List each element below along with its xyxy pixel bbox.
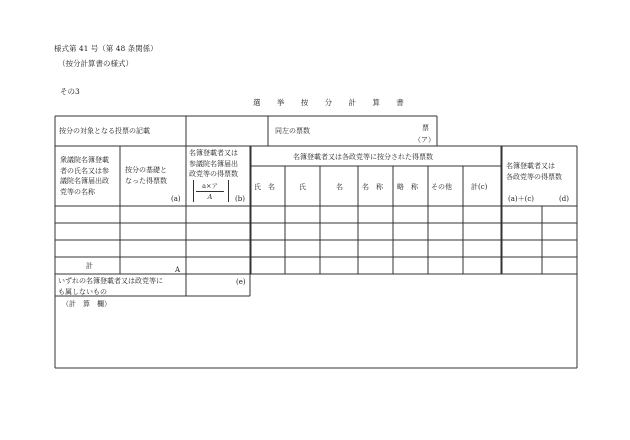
votes-unit-note: （ア） <box>414 136 435 144</box>
row1-label: 按分の対象となる投票の記載 <box>59 127 150 135</box>
page-title: 選 挙 按 分 計 算 書 <box>253 98 411 107</box>
col3-mark: (b) <box>235 195 245 203</box>
form-number: 様式第 41 号（第 48 条関係） <box>54 44 158 53</box>
none-row-label: いずれの名簿登載者又は政党等に も属しないもの <box>58 277 163 296</box>
last-col-formula: (a)＋(c) <box>508 195 535 203</box>
total-row-label: 計 <box>86 262 93 270</box>
last-col-header: 名簿登載者又は 各政党等の得票数 <box>506 162 562 181</box>
col3-formula: a×ア A <box>196 181 224 201</box>
total-row-mark: A <box>175 266 181 274</box>
col1-header: 衆議院名簿登載 者の氏名又は参 議院名簿届出政 党等の名称 <box>60 156 109 196</box>
form-name: （按分計算書の様式） <box>58 59 133 68</box>
form-variant: その3 <box>60 87 80 96</box>
same-left-votes-label: 同左の票数 <box>275 127 310 135</box>
last-col-mark: (d) <box>559 195 569 203</box>
subcol-meisho: 名 称 <box>362 183 383 191</box>
col2-mark: (a) <box>171 195 181 203</box>
col3-header: 名簿登載者又は 参議院名簿届出 政党等の得票数 <box>189 149 238 178</box>
subcol-total: 計(c) <box>471 183 488 191</box>
votes-unit: 票 <box>422 124 429 132</box>
subcol-mei: 名 <box>336 183 343 191</box>
col2-header: 按分の基礎と なった得票数 <box>125 166 167 185</box>
none-row-mark: (e) <box>236 278 246 286</box>
subcol-shimei: 氏 名 <box>254 183 275 191</box>
subcol-shi: 氏 <box>299 183 306 191</box>
group-header: 名簿登載者又は各政党等に按分された得票数 <box>293 153 433 161</box>
calc-label: （計 算 欄） <box>62 300 111 308</box>
subcol-sonota: その他 <box>431 183 452 191</box>
subcol-ryakusho: 略 称 <box>397 183 418 191</box>
